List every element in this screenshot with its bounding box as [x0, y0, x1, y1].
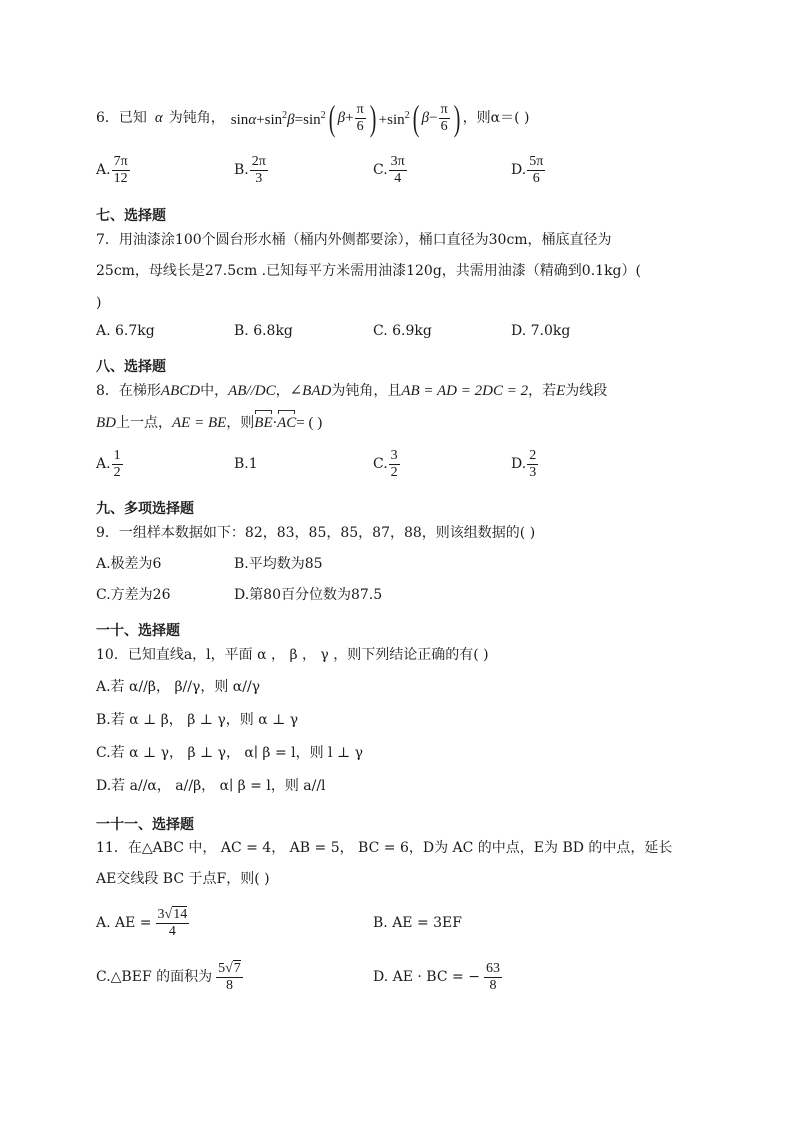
- q6-option-a[interactable]: A. $\frac{7\pi}{12}$: [96, 153, 128, 186]
- question-11-line-2: AE交线段 BC 于点F，则( ): [96, 871, 270, 887]
- vector-be: BE: [254, 415, 273, 431]
- vector-ac: AC: [277, 415, 297, 431]
- q9-option-c[interactable]: C.方差为26: [96, 587, 171, 603]
- q11-option-d[interactable]: D. AE · BC = − $\frac{63}{8}$: [373, 960, 500, 993]
- q6-option-b[interactable]: B. $\frac{2\pi}{3}$: [234, 153, 266, 186]
- q7-option-c[interactable]: C. 6.9kg: [373, 323, 432, 339]
- q8-option-d[interactable]: D. $\frac{2}{3}$: [511, 447, 537, 480]
- q10-option-c[interactable]: C.若 α ⊥ γ， β ⊥ γ， α∣ β = l，则 l ⊥ γ: [96, 745, 363, 761]
- question-8-line-2: BD上一点，AE = BE，则BE·AC= ( ): [96, 415, 323, 431]
- q8-option-b[interactable]: B.1: [234, 456, 258, 472]
- q8-option-c[interactable]: C. $\frac{3}{2}$: [373, 447, 398, 480]
- section-7-heading: 七、选择题: [96, 208, 166, 224]
- q7-option-b[interactable]: B. 6.8kg: [234, 323, 293, 339]
- pi-over-6-fraction: $\frac{\pi}{6}$: [440, 101, 448, 134]
- q7-option-d[interactable]: D. 7.0kg: [511, 323, 571, 339]
- question-11-line-1: 11．在△ABC 中， AC = 4， AB = 5， BC = 6，D为 AC 的中点，E为 BD 的中点，延长: [96, 840, 673, 856]
- q9-option-b[interactable]: B.平均数为85: [234, 556, 323, 572]
- question-10-stem: 10．已知直线a，l，平面 α ， β ， γ ，则下列结论正确的有( ): [96, 647, 489, 663]
- question-9-stem: 9．一组样本数据如下：82，83，85，85，87，88，则该组数据的( ): [96, 525, 536, 541]
- question-6-stem: 6．已知 α 为钝角， $\sin\alpha+\sin^2\beta=\sin^2$ ( β + $\frac{\pi}{6}$ ) $+\sin^2$ ( β − $\frac{\pi}{6}$ ) ，则α＝( ): [96, 98, 530, 138]
- q7-option-a[interactable]: A. 6.7kg: [96, 323, 155, 339]
- section-8-heading: 八、选择题: [96, 359, 166, 375]
- q10-option-b[interactable]: B.若 α ⊥ β， β ⊥ γ，则 α ⊥ γ: [96, 712, 299, 728]
- question-7-line-2: 25cm，母线长是27.5cm .已知每平方米需用油漆120g，共需用油漆（精确到0.1kg）(: [96, 263, 641, 279]
- pi-over-6-fraction: $\frac{\pi}{6}$: [356, 101, 364, 134]
- question-7-line-1: 7．用油漆涂100个圆台形水桶（桶内外侧都要涂），桶口直径为30cm，桶底直径为: [96, 232, 612, 248]
- q11-option-c[interactable]: C.△BEF 的面积为 $\frac{5√7}{8}$: [96, 960, 241, 993]
- q11-option-b[interactable]: B. AE = 3EF: [373, 915, 462, 931]
- question-7-line-3: ): [96, 295, 102, 311]
- q6-option-c[interactable]: C. $\frac{3\pi}{4}$: [373, 153, 405, 186]
- section-9-heading: 九、多项选择题: [96, 501, 194, 517]
- equation-lhs: $\sin\alpha+\sin^2\beta=\sin^2$: [230, 110, 326, 128]
- q6-option-d[interactable]: D. $\frac{5\pi}{6}$: [511, 153, 544, 186]
- q10-option-a[interactable]: A.若 α//β， β//γ，则 α//γ: [96, 679, 261, 695]
- question-8-line-1: 8．在梯形ABCD中，AB//DC，∠BAD为钝角，且AB = AD = 2DC = 2，若E为线段: [96, 383, 608, 399]
- section-10-heading: 一十、选择题: [96, 623, 180, 639]
- q9-option-d[interactable]: D.第80百分位数为87.5: [234, 587, 383, 603]
- q11-option-a[interactable]: A. AE = $\frac{3√14}{4}$: [96, 906, 188, 939]
- q10-option-d[interactable]: D.若 a//α， a//β， α∣ β = l，则 a//l: [96, 778, 326, 794]
- section-11-heading: 一十一、选择题: [96, 817, 194, 833]
- q9-option-a[interactable]: A.极差为6: [96, 556, 162, 572]
- q8-option-a[interactable]: A. $\frac{1}{2}$: [96, 447, 121, 480]
